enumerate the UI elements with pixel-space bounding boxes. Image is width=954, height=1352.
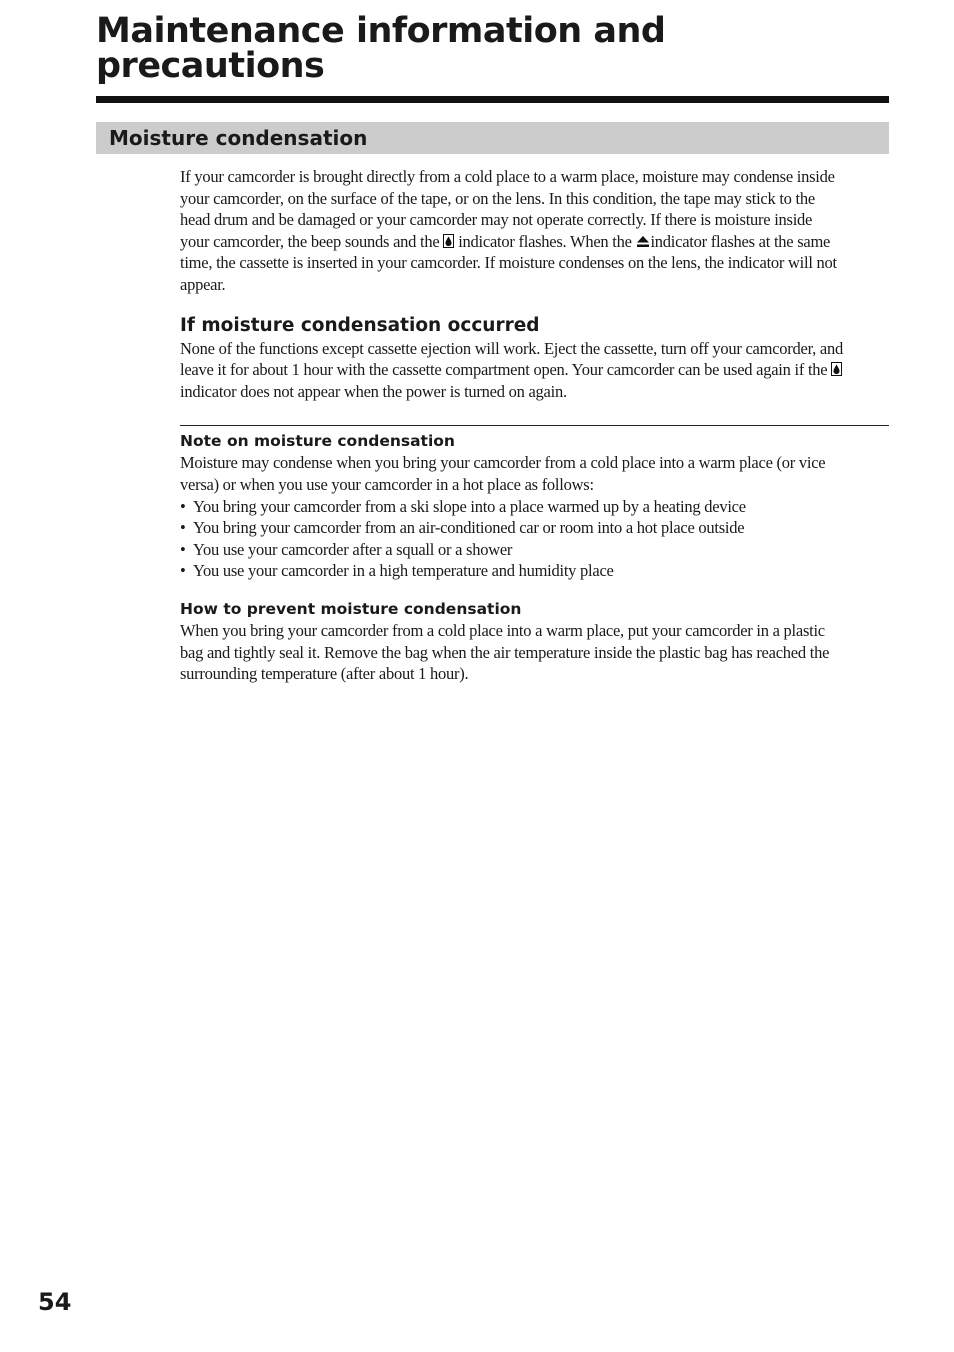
intro-text-2: indicator flashes. When the — [458, 231, 632, 251]
moisture-drop-icon — [443, 234, 454, 248]
list-item: • You use your camcorder after a squall or a shower — [180, 539, 845, 561]
intro-paragraph — [180, 166, 845, 296]
section-title: Moisture condensation — [109, 126, 368, 150]
prevent-paragraph: When you bring your camcorder from a cold place into a warm place, put your camcorder in a plastic bag and tightly seal it. Remove the bag when the air temperature inside the plastic bag has reached the surrounding temperature (after about 1 hour). — [180, 620, 830, 684]
title-rule — [96, 96, 889, 103]
note-divider — [180, 425, 889, 426]
page-title: Maintenance information and precautions — [96, 11, 666, 86]
occurred-text-1: None of the functions except cassette ejection will work. Eject the cassette, turn off your camcorder, and leave it for about 1 hour with the cassette compartment open. Your camcorder can be used again if the — [180, 338, 843, 380]
moisture-drop-icon — [831, 362, 842, 376]
note-bullet-list — [180, 496, 845, 582]
list-item: • You bring your camcorder from an air-conditioned car or room into a hot place outside — [180, 517, 845, 539]
occurred-text-2: indicator does not appear when the power is turned on again. — [180, 381, 567, 401]
list-item: • You use your camcorder in a high temperature and humidity place — [180, 560, 845, 582]
intro-text-1: If your camcorder is brought directly from a cold place to a warm place, moisture may condense inside your camcorder, on the surface of the tape, or on the lens. In this condition, the tape may stick to the head drum and be damaged or your camcorder may not operate correctly. If there is moisture inside your camcorder, the beep sounds and the — [180, 167, 835, 251]
occurred-paragraph — [180, 338, 845, 403]
eject-icon — [636, 234, 647, 248]
main-content — [180, 166, 845, 685]
page-number: 54 — [38, 1288, 72, 1316]
intro-text-3: indicator flashes at the same time, the cassette is inserted in your camcorder. If moisture condenses on the lens, the indicator will not appear. — [180, 231, 837, 294]
list-item: • You bring your camcorder from a ski slope into a place warmed up by a heating device — [180, 496, 845, 518]
occurred-heading: If moisture condensation occurred — [180, 314, 540, 336]
note-paragraph: Moisture may condense when you bring your camcorder from a cold place into a warm place (or vice versa) or when you use your camcorder in a hot place as follows: — [180, 453, 826, 494]
prevent-heading: How to prevent moisture condensation — [180, 599, 522, 618]
note-heading: Note on moisture condensation — [180, 432, 455, 451]
section-header — [96, 122, 889, 154]
